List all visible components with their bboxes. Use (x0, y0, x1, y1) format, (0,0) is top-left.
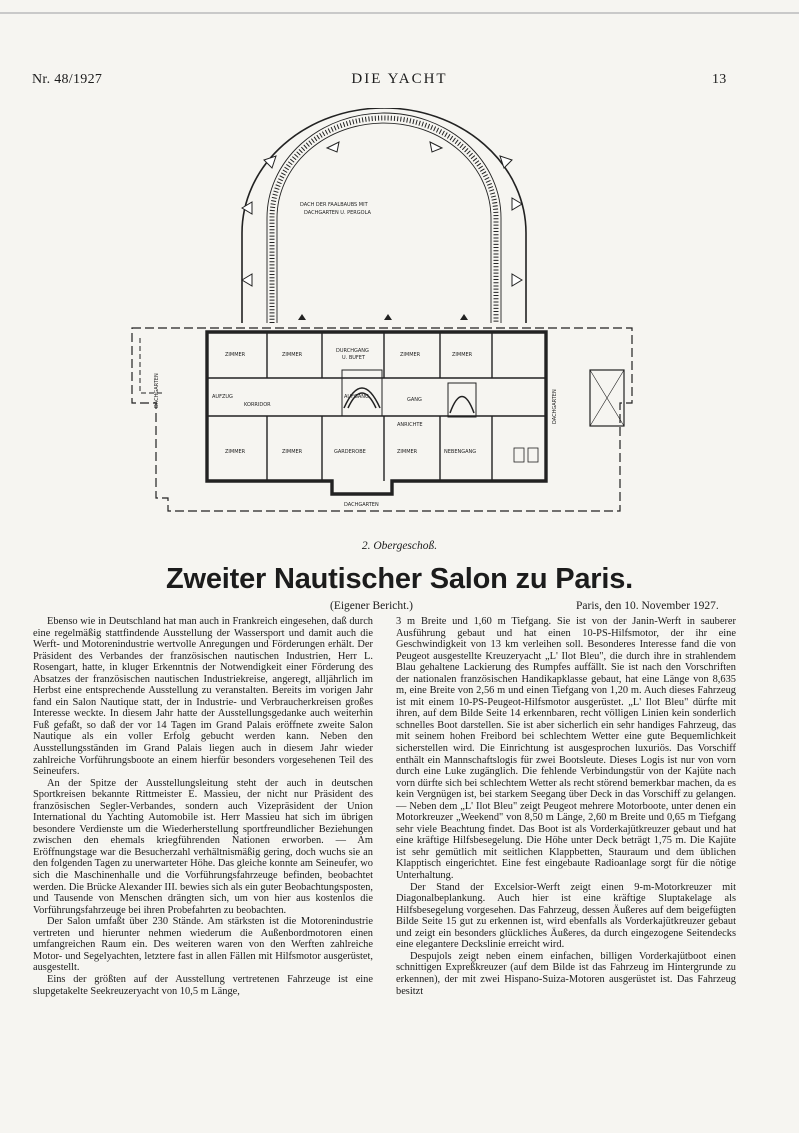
building-walls (207, 332, 546, 494)
paragraph: Despujols zeigt neben einem einfachen, billigen Vorderkajütboot einen schnittigen Expreßkreuzer (auf dem Bilde ist das Fahrzeug im Hintergrunde zu erkennen), der mit zwei Hispano-Suiza-Motoren ausgerüstet ist. Das Fahrzeug besitzt (396, 950, 736, 997)
room-label: ZIMMER (225, 352, 246, 358)
floor-plan (122, 108, 642, 538)
stair-side-flight (450, 397, 474, 414)
label-gang: GANG (407, 397, 422, 403)
room-label: ZIMMER (282, 449, 303, 455)
paragraph: An der Spitze der Ausstellungsleitung steht der auch in deutschen Sportkreisen bekannte Rittmeister E. Massieu, der nicht nur Präsident des französischen Segler-Verbandes, sondern auch Vizepräsident der Union International du Yachting Automobile ist. Herr Massieu hat sich im übrigen besondere Verdienste um die Wiederherstellung sportfreundlicher Beziehungen zwischen den ehemals kriegführenden Nationen erworben. — Am Eröffnungstage war die Besucherzahl verhältnismäßig gering, doch wuchs sie an den folgenden Tagen zu unerwarteter Höhe. Das gleiche konnte am Seineufer, wo sich die Maschinenhalle und die Vorführungsfahrzeuge befinden, beobachtet werden. Die Brücke Alexander III. bewies sich als ein guter Beobachtungsposten, und Tausende von Menschen drängten sich, um von hier aus kostenlos die Vorführungsfahrzeuge bei ihren Probefahrten zu beobachten. (33, 777, 373, 916)
article-dateline: Paris, den 10. November 1927. (576, 600, 719, 612)
label-dachgarten-bottom: DACHGARTEN (344, 502, 379, 508)
label-aufzug: AUFZUG (212, 394, 233, 400)
stair-side (448, 383, 476, 417)
issue-number: Nr. 48/1927 (32, 72, 103, 87)
arch-outer (242, 108, 526, 323)
article-title: Zweiter Nautischer Salon zu Paris. (165, 563, 633, 595)
text-column-right (396, 616, 736, 997)
marker-arch-7 (242, 274, 252, 286)
room-label-nebengang: NEBENGANG (444, 449, 477, 455)
entry-arrows (298, 314, 468, 320)
text-column-left (33, 616, 373, 997)
corridor-walls (207, 378, 546, 416)
label-dachgarten-left: DACHGARTEN (154, 373, 160, 408)
marker-arch-1 (264, 156, 276, 168)
paragraph: 3 m Breite und 1,60 m Tiefgang. Sie ist von der Janin-Werft in sauberer Ausführung gebaut und hat einen 10-PS-Hilfsmotor, der ihr eine Geschwindigkeit von 13 km verleihen soll. Besonderes Interesse fand die von Peugeot ausgestellte Kreuzeryacht „L' Ilot Bleu", die durch ihre in strahlendem Blau gehaltene Lackierung des Rumpfes auffällt. Sie ist nach den Vorschriften der nationalen französischen Handikapklasse gebaut, hat eine Länge von 8,635 m, eine Breite von 2,56 m und einen Tiefgang von 1,20 m. Auch dieses Fahrzeug ist mit einem 10-PS-Peugeot-Hilfsmotor ausgerüstet. „L' Ilot Bleu" dürfte mit ihren, auf dem Bilde Seite 14 erkennbaren, recht völligen Linien kein sonderlich schnelles Boot darstellen. Sie ist aber sicherlich ein sehr handiges Fahrzeug, das mit seinem hohen Freibord bei schlechtem Wetter eine gute Bequemlichkeit sicherstellen wird. Die Einrichtung ist ausgesprochen luxuriös. Das Vorschiff enthält ein Mannschaftslogis für zwei Bootsleute. Dieses Logis ist nur von vorn durch eine Luke zugänglich. Die fehlende Verbindungstür von der Kajüte nach vorn dürfte sich bei schlechtem Wetter als recht störend bemerkbar machen, da es kein Vergnügen ist, bei starkem Seegang über Deck in das Vorschiff zu gelangen. — Neben dem „L' Ilot Bleu" zeigt Peugeot mehrere Motorboote, unter denen ein Motorkreuzer „Weekend" von 8,50 m Länge, 2,60 m Breite und 0,65 m Tiefgang sehr viele Beachtung findet. Das Boot ist als Vorderkajütkreuzer gebaut und hat eine kräftige Hilfsbesegelung. Die Höhe unter Deck beträgt 1,75 m. Die Kajüte ist sehr gemütlich mit seitlichen Klappbetten, Stauraum und dem üblichen Klapptisch eingerichtet. Eine fest eingebaute Radioanlage sorgt für die nötige Unterhaltung. (396, 616, 736, 882)
fixture-1 (514, 448, 524, 462)
label-aufgang: AUFGANG (344, 394, 369, 400)
room-label: ZIMMER (452, 352, 473, 358)
paragraph: Eins der größten auf der Ausstellung vertretenen Fahrzeuge ist eine slupgetakelte Seekreuzeryacht von 10,5 m Länge, (33, 973, 373, 997)
annex-cross (590, 370, 624, 426)
pergola-outer-line (267, 113, 501, 323)
figure-caption: 2. Obergeschoß. (361, 540, 438, 552)
paragraph: Der Stand der Excelsior-Werft zeigt einen 9-m-Motorkreuzer mit Diagonalbeplankung. Auch hier ist eine kräftige Sluptakelage als Hilfsbesegelung vorgesehen. Das Fahrzeug, dessen Äußeres auf dem beigefügten Bilde Seite 15 gut zu erkennen ist, wird ebenfalls als Vorderkajütkreuzer gebaut und zeigt ein besonders glückliches Äußeres, da durch eingezogene Seitendecks eine elegantere Deckslinie erreicht wird. (396, 881, 736, 951)
room-label: ZIMMER (225, 449, 246, 455)
room-label: ZIMMER (397, 449, 418, 455)
paragraph: Ebenso wie in Deutschland hat man auch in Frankreich eingesehen, daß durch eine regelmäßig stattfindende Ausstellung der Wassersport und damit auch die Werft- und Motorenindustrie wertvolle Anregungen und Förderungen erhält. Der Präsident des Verbandes der französischen nautischen Industrien, Herr L. Rosengart, hatte, in kluger Erkenntnis der Notwendigkeit einer Förderung des Absatzes der französischen nautischen Industriekreise, angeregt, alljährlich im Herbst eine entsprechende Ausstellung zu veranstalten. Bereits im vorigen Jahr fand ein Salon Nautique statt, der in Industrie- und Verbraucherkreisen großes Interesse weckte. In diesem Jahr hatte der Ausstellungsgedanke auch weiterhin Fuß gefaßt, so daß der vor 14 Tagen im Grand Palais eröffnete zweite Salon Nautique als ein voller Erfolg gebucht werden kann. Neben den Ausstellungsständen im Grand Palais liegen auch in diesem Jahr wieder zahlreiche Vorführungsboote an einem hierfür besonders vorgesehenen Teil des Seineufers. (33, 616, 373, 778)
pergola-stripes (272, 118, 496, 323)
label-anrichte: ANRICHTE (397, 422, 423, 428)
marker-arch-4 (430, 142, 442, 152)
top-rule (0, 12, 799, 14)
room-label: ZIMMER (282, 352, 303, 358)
marker-arch-8 (512, 274, 522, 286)
marker-arch-2 (500, 156, 512, 168)
marker-arch-3 (327, 142, 339, 152)
roof-note-line-1: DACH DER FAALBAUBS MIT (300, 202, 368, 208)
room-label-durchgang: DURCHGANG (336, 348, 369, 354)
pergola-inner-line (277, 123, 491, 323)
fixture-2 (528, 448, 538, 462)
article-subtitle: (Eigener Bericht.) (330, 600, 414, 612)
magazine-title: DIE YACHT (351, 71, 448, 87)
page-number: 13 (712, 72, 727, 87)
label-korridor: KORRIDOR (244, 402, 271, 408)
label-dachgarten-right: DACHGARTEN (552, 389, 558, 424)
paragraph: Der Salon umfaßt über 230 Stände. Am stärksten ist die Motorenindustrie vertreten und hierunter nehmen wiederum die Außenbordmotoren einen umfangreichen Raum ein. Des weiteren waren von den Werften zahlreiche Motor- und Segelyachten, letztere fast in allen Fällen mit Hilfsmotor ausgerüstet, ausgestellt. (33, 916, 373, 974)
room-label: ZIMMER (400, 352, 421, 358)
room-label-buffet: U. BUFET (342, 355, 366, 361)
room-label-garderobe: GARDEROBE (334, 449, 366, 455)
roof-note-line-2: DACHGARTEN U. PERGOLA (304, 210, 371, 216)
